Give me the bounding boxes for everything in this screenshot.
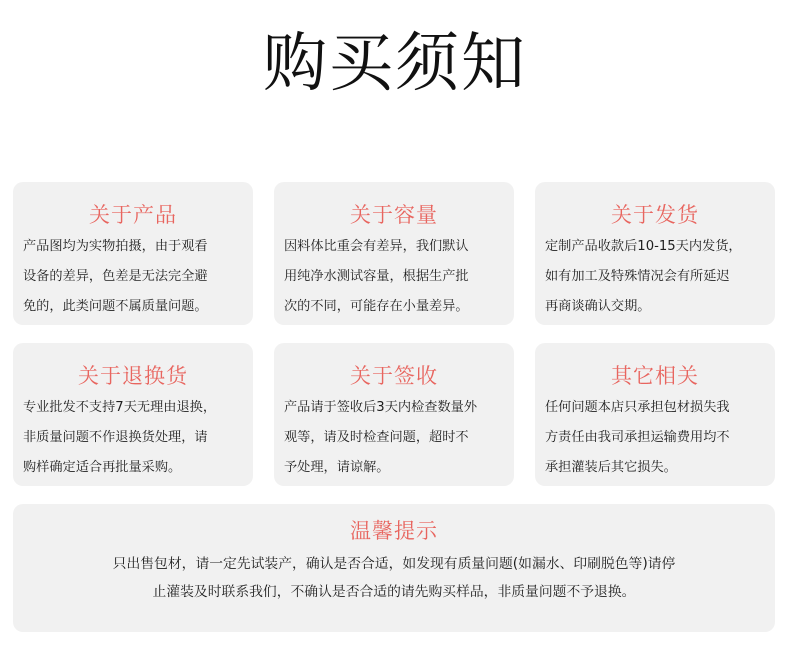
card-line: 予处理，请谅解。: [284, 460, 390, 475]
card-line: 方责任由我司承担运输费用均不: [545, 430, 730, 445]
card-body: [284, 232, 508, 322]
card-body: [545, 393, 769, 483]
page-title: 购买须知: [263, 27, 527, 101]
card-line: 再商谈确认交期。: [545, 299, 651, 314]
card-product: [13, 182, 253, 325]
card-line: 定制产品收款后10-15天内发货，: [545, 239, 742, 254]
card-title: 关于容量: [350, 203, 438, 227]
card-line: 专业批发不支持7天无理由退换，: [23, 400, 217, 415]
card-title: 关于产品: [89, 203, 177, 227]
tip-line: 止灌装及时联系我们，不确认是否合适的请先购买样品，非质量问题不予退换。: [152, 584, 636, 600]
card-line: 免的，此类问题不属质量问题。: [23, 299, 208, 314]
tip-panel: [13, 504, 775, 632]
card-line: 非质量问题不作退换货处理，请: [23, 430, 208, 445]
card-title: 其它相关: [611, 364, 699, 388]
card-line: 设备的差异，色差是无法完全避: [23, 269, 208, 284]
tip-line: 只出售包材，请一定先试装产，确认是否合适，如发现有质量问题(如漏水、印刷脱色等)请停: [112, 556, 676, 572]
card-title: 关于发货: [611, 203, 699, 227]
card-line: 产品图均为实物拍摄，由于观看: [23, 239, 208, 254]
card-line: 因料体比重会有差异，我们默认: [284, 239, 469, 254]
card-title: 关于签收: [350, 364, 438, 388]
tip-title: 温馨提示: [350, 519, 438, 543]
card-line: 购样确定适合再批量采购。: [23, 460, 182, 475]
card-line: 观等，请及时检查问题，超时不: [284, 430, 469, 445]
card-body: [545, 232, 769, 322]
card-line: 产品请于签收后3天内检查数量外: [284, 400, 478, 415]
card-line: 次的不同，可能存在小量差异。: [284, 299, 469, 314]
card-capacity: [274, 182, 514, 325]
card-line: 任何问题本店只承担包材损失我: [545, 400, 730, 415]
card-shipping: [535, 182, 775, 325]
card-other: [535, 343, 775, 486]
card-line: 用纯净水测试容量，根据生产批: [284, 269, 469, 284]
card-title: 关于退换货: [78, 364, 188, 388]
card-body: [284, 393, 508, 483]
card-receipt: [274, 343, 514, 486]
card-body: [23, 393, 247, 483]
card-line: 承担灌装后其它损失。: [545, 460, 677, 475]
card-returns: [13, 343, 253, 486]
card-line: 如有加工及特殊情况会有所延迟: [545, 269, 730, 284]
tip-body: [13, 550, 775, 606]
card-body: [23, 232, 247, 322]
